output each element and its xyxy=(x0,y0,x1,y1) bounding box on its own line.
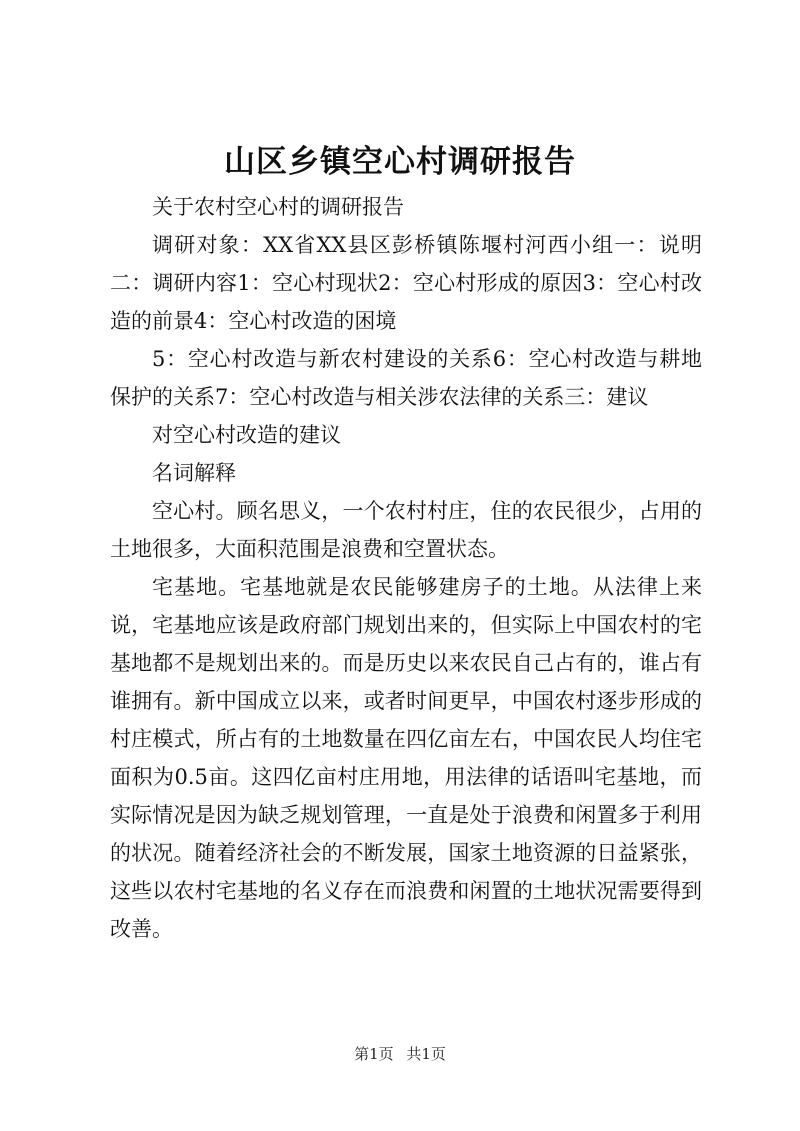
paragraph-glossary-heading: 名词解释 xyxy=(152,461,236,485)
paragraph-homestead: 宅基地。宅基地就是农民能够建房子的土地。从法律上来说，宅基地应该是政府部门规划出来的，但实际上中国农村的宅基地都不是规划出来的。而是历史以来农民自己占有的，谁占有谁拥有。新中国成立以来，或者时间更早，中国农村逐步形成的村庄模式，所占有的土地数量在四亿亩左右，中国农民人均住宅面积为0.5亩。这四亿亩村庄用地，用法律的话语叫宅基地，而实际情况是因为缺乏规划管理，一直是处于浪费和闲置多于利用的状况。随着经济社会的不断发展，国家土地资源的日益紧张，这些以农村宅基地的名义存在而浪费和闲置的土地状况需要得到改善。 xyxy=(110,575,702,941)
paragraph-heading: 关于农村空心村的调研报告 xyxy=(152,195,404,219)
paragraph-hollow-village: 空心村。顾名思义，一个农村村庄，住的农民很少，占用的土地很多，大面积范围是浪费和空置状态。 xyxy=(110,499,702,561)
paragraph-research-items: 5：空心村改造与新农村建设的关系6：空心村改造与耕地保护的关系7：空心村改造与相关涉农法律的关系三：建议 xyxy=(110,347,702,409)
page-number-total: 共1页 xyxy=(406,1045,446,1063)
page-number-current: 第1页 xyxy=(354,1045,394,1063)
document-title: 山区乡镇空心村调研报告 xyxy=(224,144,576,180)
paragraph-research-subject: 调研对象：XX省XX县区彭桥镇陈堰村河西小组一：说明二：调研内容1：空心村现状2：空心村形成的原因3：空心村改造的前景4：空心村改造的困境 xyxy=(110,233,702,333)
page-footer xyxy=(0,1044,800,1064)
document-body xyxy=(110,188,702,948)
paragraph-suggestions: 对空心村改造的建议 xyxy=(152,423,341,447)
